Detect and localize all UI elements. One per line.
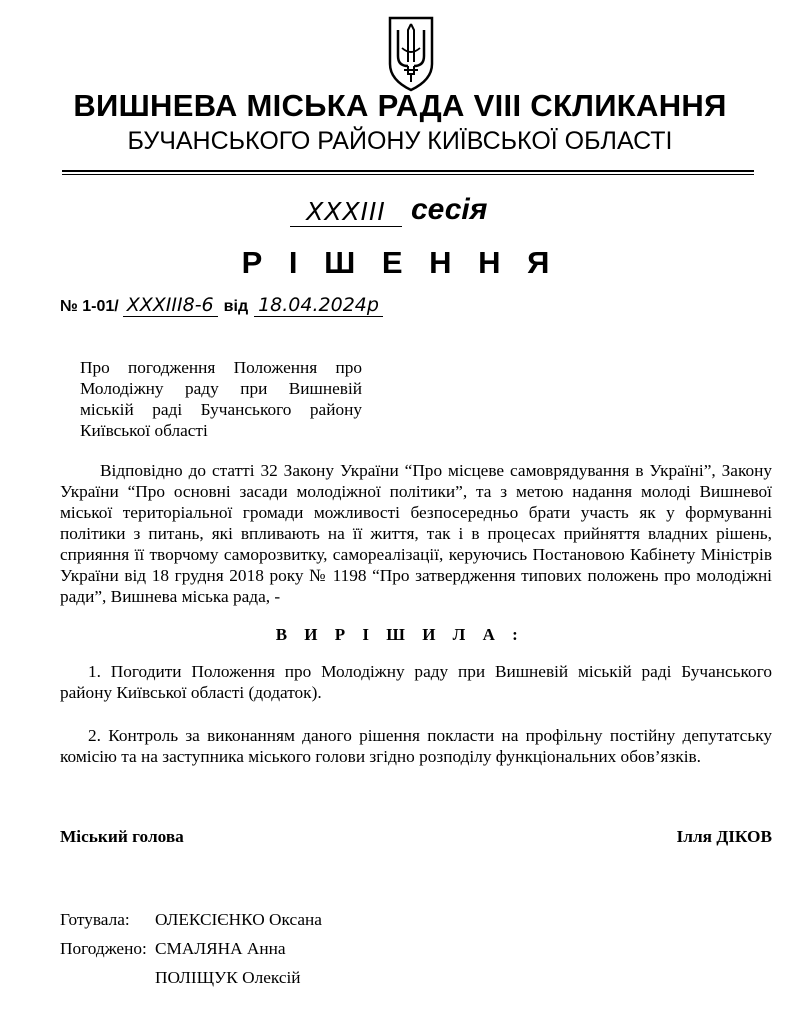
header-divider-thin bbox=[62, 174, 754, 175]
decided-heading: В И Р І Ш И Л А : bbox=[275, 625, 525, 644]
header-divider bbox=[62, 170, 754, 172]
session-number: XXXIII bbox=[290, 197, 402, 227]
decision-item-1: 1. Погодити Положення про Молодіжну раду при Вишневій міській раді Бучанського району Київської області (додаток). bbox=[60, 662, 772, 702]
decision-item-2: 2. Контроль за виконанням даного рішення покласти на профільну постійну депутатську комісію та на заступника міського голови згідно розподілу функціональних обов’язків. bbox=[60, 726, 772, 766]
decision-title: Р І Ш Е Н Н Я bbox=[241, 245, 559, 280]
decision-number-line bbox=[60, 294, 383, 317]
mayor-title: Міський голова bbox=[60, 827, 184, 846]
council-district: БУЧАНСЬКОГО РАЙОНУ КИЇВСЬКОЇ ОБЛАСТІ bbox=[127, 127, 673, 155]
prepared-by-name: ОЛЕКСІЄНКО Оксана bbox=[155, 910, 322, 929]
session-label: сесія bbox=[411, 193, 488, 226]
agreed-by-name: ПОЛІЩУК Олексій bbox=[155, 968, 301, 987]
decision-date-handwritten: 18.04.2024р bbox=[254, 294, 383, 317]
decision-subject: Про погодження Положення про Молодіжну раду при Вишневій міській раді Бучанського району Київської області bbox=[80, 358, 362, 440]
coat-of-arms-icon bbox=[386, 12, 436, 92]
decision-number-prefix: № 1-01/ bbox=[60, 298, 119, 315]
council-name: ВИШНЕВА МІСЬКА РАДА VIII СКЛИКАННЯ bbox=[73, 88, 727, 123]
decision-date-label: від bbox=[223, 298, 249, 315]
agreed-by-name: СМАЛЯНА Анна bbox=[155, 939, 286, 958]
prepared-label: Готувала: bbox=[60, 910, 130, 929]
agreed-label: Погоджено: bbox=[60, 939, 147, 958]
mayor-name: Ілля ДІКОВ bbox=[676, 827, 772, 846]
preamble-paragraph: Відповідно до статті 32 Закону України “Про місцеве самоврядування в Україні”, Закону України “Про основні засади молодіжної політики”, та з метою надання молоді Вишневої міської територіальної громади можливості безпосередньо брати участь як у формуванні політики з питань, які впливають на її життя, так і в процесах прийняття владних рішень, сприяння її творчому саморозвитку, самореалізації, керуючись Постановою Кабінету Міністрів України від 18 грудня 2018 року № 1198 “Про затвердження типових положень про молодіжні ради”, Вишнева міська рада, - bbox=[60, 461, 772, 606]
decision-number-handwritten: XXXIII8-6 bbox=[123, 294, 218, 317]
